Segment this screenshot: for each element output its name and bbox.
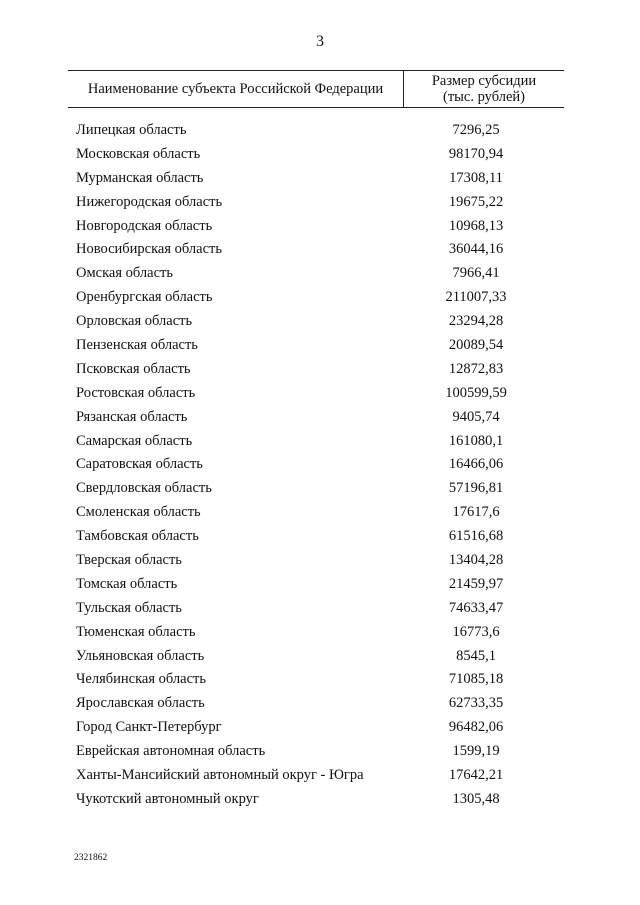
table-row bbox=[0, 526, 640, 550]
region-name: Липецкая область bbox=[76, 122, 187, 138]
table-row bbox=[0, 454, 640, 478]
region-name: Челябинская область bbox=[76, 671, 206, 688]
subsidy-value: 23294,28 bbox=[448, 313, 504, 330]
region-name: Ульяновская область bbox=[76, 647, 205, 664]
subsidy-value: 9405,74 bbox=[452, 408, 500, 425]
table-row bbox=[0, 359, 640, 383]
header-subsidy-amount bbox=[404, 71, 564, 107]
region-name: Смоленская область bbox=[76, 504, 201, 521]
table-row bbox=[0, 502, 640, 526]
subsidy-value: 71085,18 bbox=[448, 671, 504, 688]
table-row bbox=[0, 789, 640, 813]
subsidy-value: 13404,28 bbox=[448, 552, 504, 569]
region-name: Мурманская область bbox=[76, 169, 204, 186]
region-name: Псковская область bbox=[76, 360, 191, 377]
region-name: Ханты-Мансийский автономный округ - Югра bbox=[76, 767, 364, 784]
table-row bbox=[0, 717, 640, 741]
table-row bbox=[0, 431, 640, 455]
subsidy-value: 1599,19 bbox=[452, 743, 500, 760]
region-name: Пензенская область bbox=[76, 337, 198, 354]
region-name: Нижегородская область bbox=[76, 193, 223, 210]
region-name: Город Санкт-Петербург bbox=[76, 719, 222, 736]
subsidy-value: 57196,81 bbox=[448, 480, 504, 497]
table-row bbox=[0, 765, 640, 789]
table-row bbox=[0, 144, 640, 168]
subsidy-value: 17642,21 bbox=[448, 767, 504, 784]
region-name: Орловская область bbox=[76, 313, 193, 330]
table-row bbox=[0, 168, 640, 192]
table-body bbox=[0, 120, 640, 813]
region-name: Еврейская автономная область bbox=[76, 743, 266, 760]
region-name: Тверская область bbox=[76, 552, 182, 569]
subsidy-value: 98170,94 bbox=[448, 145, 504, 162]
table-row bbox=[0, 383, 640, 407]
document-code: 2321862 bbox=[74, 853, 108, 863]
subsidy-value: 20089,54 bbox=[448, 337, 504, 354]
subsidy-value: 21459,97 bbox=[448, 575, 504, 592]
table-row bbox=[0, 622, 640, 646]
subsidy-value: 36044,16 bbox=[448, 241, 504, 258]
region-name: Саратовская область bbox=[76, 456, 203, 473]
table-row bbox=[0, 693, 640, 717]
subsidy-value: 211007,33 bbox=[445, 289, 507, 306]
table-row bbox=[0, 120, 640, 144]
header-subsidy-amount-line2: (тыс. рублей) bbox=[443, 89, 525, 105]
subsidy-value: 16466,06 bbox=[448, 456, 504, 473]
table-row bbox=[0, 741, 640, 765]
table-row bbox=[0, 646, 640, 670]
subsidy-value: 8545,1 bbox=[456, 647, 496, 664]
region-name: Тюменская область bbox=[76, 623, 196, 640]
subsidy-value: 7966,41 bbox=[452, 265, 500, 282]
table-row bbox=[0, 550, 640, 574]
table-row bbox=[0, 287, 640, 311]
region-name: Московская область bbox=[76, 145, 201, 162]
subsidy-value: 74633,47 bbox=[448, 599, 504, 616]
region-name: Новосибирская область bbox=[76, 241, 222, 258]
region-name: Самарская область bbox=[76, 432, 193, 449]
subsidy-value: 96482,06 bbox=[448, 719, 504, 736]
subsidy-value: 12872,83 bbox=[448, 360, 504, 377]
subsidy-value: 7296,25 bbox=[452, 122, 500, 138]
subsidy-value: 17617,6 bbox=[452, 504, 500, 521]
table-row bbox=[0, 239, 640, 263]
region-name: Омская область bbox=[76, 265, 173, 282]
region-name: Тульская область bbox=[76, 599, 182, 616]
table-header bbox=[68, 70, 564, 108]
table-row bbox=[0, 407, 640, 431]
subsidy-value: 1305,48 bbox=[452, 790, 500, 807]
region-name: Ярославская область bbox=[76, 695, 205, 712]
table-row bbox=[0, 335, 640, 359]
subsidy-value: 17308,11 bbox=[449, 169, 503, 186]
region-name: Новгородская область bbox=[76, 217, 213, 234]
table-row bbox=[0, 598, 640, 622]
region-name: Свердловская область bbox=[76, 480, 212, 497]
region-name: Рязанская область bbox=[76, 408, 188, 425]
table-row bbox=[0, 669, 640, 693]
region-name: Ростовская область bbox=[76, 384, 196, 401]
region-name: Чукотский автономный округ bbox=[76, 790, 259, 807]
page-number: 3 bbox=[316, 33, 324, 50]
subsidy-value: 61516,68 bbox=[448, 528, 504, 545]
subsidy-value: 19675,22 bbox=[448, 193, 504, 210]
table-row bbox=[0, 311, 640, 335]
subsidy-value: 10968,13 bbox=[448, 217, 504, 234]
header-region-name: Наименование субъекта Российской Федерации bbox=[87, 80, 384, 97]
subsidy-value: 62733,35 bbox=[448, 695, 504, 712]
region-name: Томская область bbox=[76, 575, 178, 592]
subsidy-value: 100599,59 bbox=[445, 384, 507, 401]
table-row bbox=[0, 216, 640, 240]
region-name: Тамбовская область bbox=[76, 528, 199, 545]
region-name: Оренбургская область bbox=[76, 289, 213, 306]
subsidy-value: 161080,1 bbox=[448, 432, 504, 449]
table-row bbox=[0, 574, 640, 598]
header-subsidy-amount-line1: Размер субсидии bbox=[431, 73, 537, 89]
table-row bbox=[0, 192, 640, 216]
table-row bbox=[0, 478, 640, 502]
subsidy-value: 16773,6 bbox=[452, 623, 500, 640]
table-row bbox=[0, 263, 640, 287]
